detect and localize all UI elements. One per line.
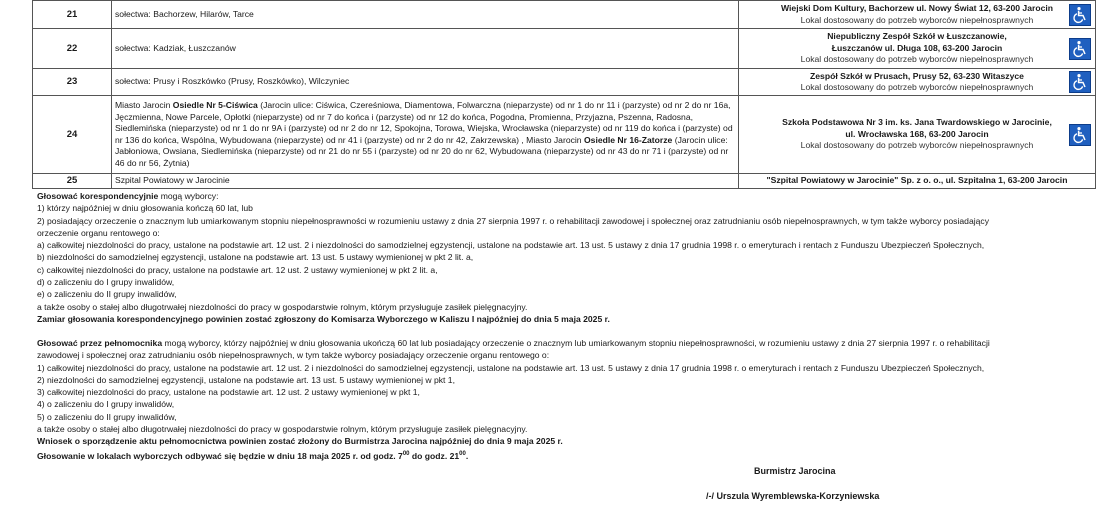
correspondence-line: a) całkowitej niezdolności do pracy, ustalone na podstawie art. 12 ust. 2 i niezdolności do samodzielnej egzystencji, ustalone na podstawie art. 13 ust. 5 ustawy z dnia 17 grudnia 1998 r. o emeryturach i rentach z Funduszu Ubezpieczeń Społecznych, bbox=[37, 240, 985, 251]
polling-place-name: Szkoła Podstawowa Nr 3 im. ks. Jana Twardowskiego w Jarocinie, bbox=[782, 117, 1052, 128]
proxy-line: 4) o zaliczeniu do I grupy inwalidów, bbox=[37, 399, 175, 410]
osiedle-5-label: Osiedle Nr 5-Ciświca bbox=[172, 100, 258, 110]
correspondence-line: c) całkowitej niezdolności do pracy, ustalone na podstawie art. 12 ust. 2 ustawy wymienionej w pkt 2 lit. a, bbox=[37, 264, 438, 275]
correspondence-line: d) o zaliczeniu do I grupy inwalidów, bbox=[37, 277, 175, 288]
polling-place bbox=[739, 96, 1096, 174]
district-number: 22 bbox=[33, 29, 112, 69]
proxy-line: 5) o zaliczeniu do II grupy inwalidów, bbox=[37, 411, 177, 422]
polling-stations-table bbox=[32, 0, 1096, 189]
proxy-line: 2) niezdolności do samodzielnej egzystencji, ustalone na podstawie art. 13 ust. 5 ustawy wymienionej w pkt 1, bbox=[37, 374, 455, 385]
signature-title: Burmistrz Jarocina bbox=[754, 466, 836, 476]
district-number: 25 bbox=[33, 174, 112, 189]
polling-place bbox=[739, 1, 1096, 29]
wheelchair-icon bbox=[1069, 124, 1091, 146]
correspondence-line: 2) posiadający orzeczenie o znacznym lub umiarkowanym stopniu niepełnosprawności w rozumieniu ustawy z dnia 27 sierpnia 1997 r. o rehabilitacji zawodowej i społecznej oraz zatrudnianiu osób niepełnosprawnych, w tym także wyborcy posiadający bbox=[37, 215, 990, 226]
polling-place-address: ul. Wrocławska 168, 63-200 Jarocin bbox=[845, 128, 989, 139]
table-row bbox=[33, 1, 1096, 29]
polling-place bbox=[739, 174, 1096, 189]
district-number: 24 bbox=[33, 96, 112, 174]
district-number: 23 bbox=[33, 69, 112, 96]
wheelchair-icon bbox=[1069, 4, 1091, 26]
polling-place-name: Zespół Szkół w Prusach, Prusy 52, 63-230 Witaszyce bbox=[810, 70, 1024, 81]
accessibility-note: Lokal dostosowany do potrzeb wyborców niepełnosprawnych bbox=[800, 82, 1034, 92]
proxy-line: 1) całkowitej niezdolności do pracy, ustalone na podstawie art. 12 ust. 2 i niezdolności do samodzielnej egzystencji, ustalone na podstawie art. 13 ust. 5 ustawy z dnia 17 grudnia 1998 r. o emeryturach i rentach z Funduszu Ubezpieczeń Społecznych, bbox=[37, 362, 985, 373]
proxy-line: zawodowej i społecznej oraz zatrudnianiu osób niepełnosprawnych, w tym także wyborcy posiadający orzeczenie organu rentowego o: bbox=[37, 350, 550, 361]
signature-name: /-/ Urszula Wyremblewska-Korzyniewska bbox=[706, 491, 880, 501]
table-row bbox=[33, 174, 1096, 189]
district-area: Szpital Powiatowy w Jarocinie bbox=[112, 174, 739, 189]
polling-place-name: "Szpital Powiatowy w Jarocinie" Sp. z o. o., ul. Szpitalna 1, 63-200 Jarocin bbox=[766, 175, 1068, 185]
polling-place bbox=[739, 69, 1096, 96]
table-row bbox=[33, 29, 1096, 69]
accessibility-note: Lokal dostosowany do potrzeb wyborców niepełnosprawnych bbox=[800, 140, 1034, 151]
table-row bbox=[33, 96, 1096, 174]
correspondence-line: a także osoby o stałej albo długotrwałej niezdolności do pracy w gospodarstwie rolnym, którym przysługuje zasiłek pielęgnacyjny. bbox=[37, 301, 528, 312]
proxy-heading: Głosować przez pełnomocnika bbox=[37, 338, 163, 348]
wheelchair-icon bbox=[1069, 71, 1091, 93]
correspondence-line: orzeczenie organu rentowego o: bbox=[37, 227, 160, 238]
proxy-line: 3) całkowitej niezdolności do pracy, ustalone na podstawie art. 12 ust. 2 ustawy wymienionej w pkt 1, bbox=[37, 387, 420, 398]
district-number: 21 bbox=[33, 1, 112, 29]
polling-place bbox=[739, 29, 1096, 69]
district-area: sołectwa: Kadziak, Łuszczanów bbox=[112, 29, 739, 69]
voting-hours: Głosowanie w lokalach wyborczych odbywać się będzie w dniu 18 maja 2025 r. od godz. $7^{00}$ do godz. $21^{00}$. bbox=[37, 450, 469, 461]
proxy-deadline: Wniosek o sporządzenie aktu pełnomocnictwa powinien zostać złożony do Burmistrza Jarocina najpóźniej do dnia 9 maja 2025 r. bbox=[37, 436, 563, 447]
correspondence-deadline: Zamiar głosowania korespondencyjnego powinien zostać zgłoszony do Komisarza Wyborczego w Kaliszu I najpóźniej do dnia 5 maja 2025 r. bbox=[37, 313, 610, 324]
correspondence-line: 1) którzy najpóźniej w dniu głosowania kończą 60 lat, lub bbox=[37, 203, 253, 214]
district-area: sołectwa: Bachorzew, Hilarów, Tarce bbox=[112, 1, 739, 29]
district-area: sołectwa: Prusy i Roszkówko (Prusy, Roszkówko), Wilczyniec bbox=[112, 69, 739, 96]
correspondence-line: b) niezdolności do samodzielnej egzystencji, ustalone na podstawie art. 13 ust. 5 ustawy wymienionej w pkt 2 lit. a, bbox=[37, 252, 474, 263]
wheelchair-icon bbox=[1069, 38, 1091, 60]
proxy-line: a także osoby o stałej albo długotrwałej niezdolności do pracy w gospodarstwie rolnym, którym przysługuje zasiłek pielęgnacyjny. bbox=[37, 424, 528, 435]
accessibility-note: Lokal dostosowany do potrzeb wyborców niepełnosprawnych bbox=[800, 14, 1034, 25]
proxy-voting-section bbox=[37, 337, 1111, 462]
district-area: Miasto Jarocin Osiedle Nr 5-Ciświca (Jarocin ulice: Ciświca, Czereśniowa, Diamentowa, Folwarczna (nieparzyste) od nr 1 do nr 11 i (parzyste) od nr 2 do nr 16a, Jęczmienna, Nowe Parcele, Opłotki (nieparzyste) od nr 7 do końca i (parzyste) od nr 12 do końca, Pogodna, Promienna, Przyjazna, Pszenna, Radosna, Siedlemińska (nieparzyste) od nr 1 do nr 9A i (parzyste) od nr 2 do nr 12, Spokojna, Torowa, Wiejska, Wrocławska (nieparzyste) od nr 119 do końca i (parzyste) od nr 136 do końca, Wspólna, Wybudowana (nieparzyste) od nr 41 i (parzyste) od nr 2 do nr 42, Zakrzewska) , Miasto Jarocin Osiedle Nr 16-Zatorze (Jarocin ulice: Jabłoniowa, Owsiana, Siedlemińska (nieparzyste) od nr 21 do nr 55 i (parzyste) od nr 20 do nr 62, Wybudowana (nieparzyste) od nr 43 do nr 71 i (parzyste) od nr 46 do nr 56, Żytnia) bbox=[112, 96, 739, 174]
polling-place-address: Łuszczanów ul. Długa 108, 63-200 Jarocin bbox=[831, 42, 1003, 53]
correspondence-line: e) o zaliczeniu do II grupy inwalidów, bbox=[37, 289, 177, 300]
polling-place-name: Wiejski Dom Kultury, Bachorzew ul. Nowy Świat 12, 63-200 Jarocin bbox=[781, 3, 1053, 13]
correspondence-intro: Głosować korespondencyjnie mogą wyborcy: bbox=[37, 191, 219, 201]
table-row bbox=[33, 69, 1096, 96]
polling-place-name: Niepubliczny Zespół Szkół w Łuszczanowie, bbox=[827, 31, 1007, 42]
osiedle-16-label: Osiedle Nr 16-Zatorze bbox=[583, 134, 673, 145]
correspondence-voting-section bbox=[37, 190, 1111, 325]
proxy-intro: Głosować przez pełnomocnika mogą wyborcy, którzy najpóźniej w dniu głosowania ukończą 60 lat lub posiadający orzeczenie o znacznym lub umiarkowanym stopniu niepełnosprawności, w rozumieniu ustawy z dnia 27 sierpnia 1997 r. o rehabilitacji bbox=[37, 338, 990, 348]
accessibility-note: Lokal dostosowany do potrzeb wyborców niepełnosprawnych bbox=[800, 54, 1034, 65]
correspondence-heading: Głosować korespondencyjnie bbox=[37, 191, 159, 201]
